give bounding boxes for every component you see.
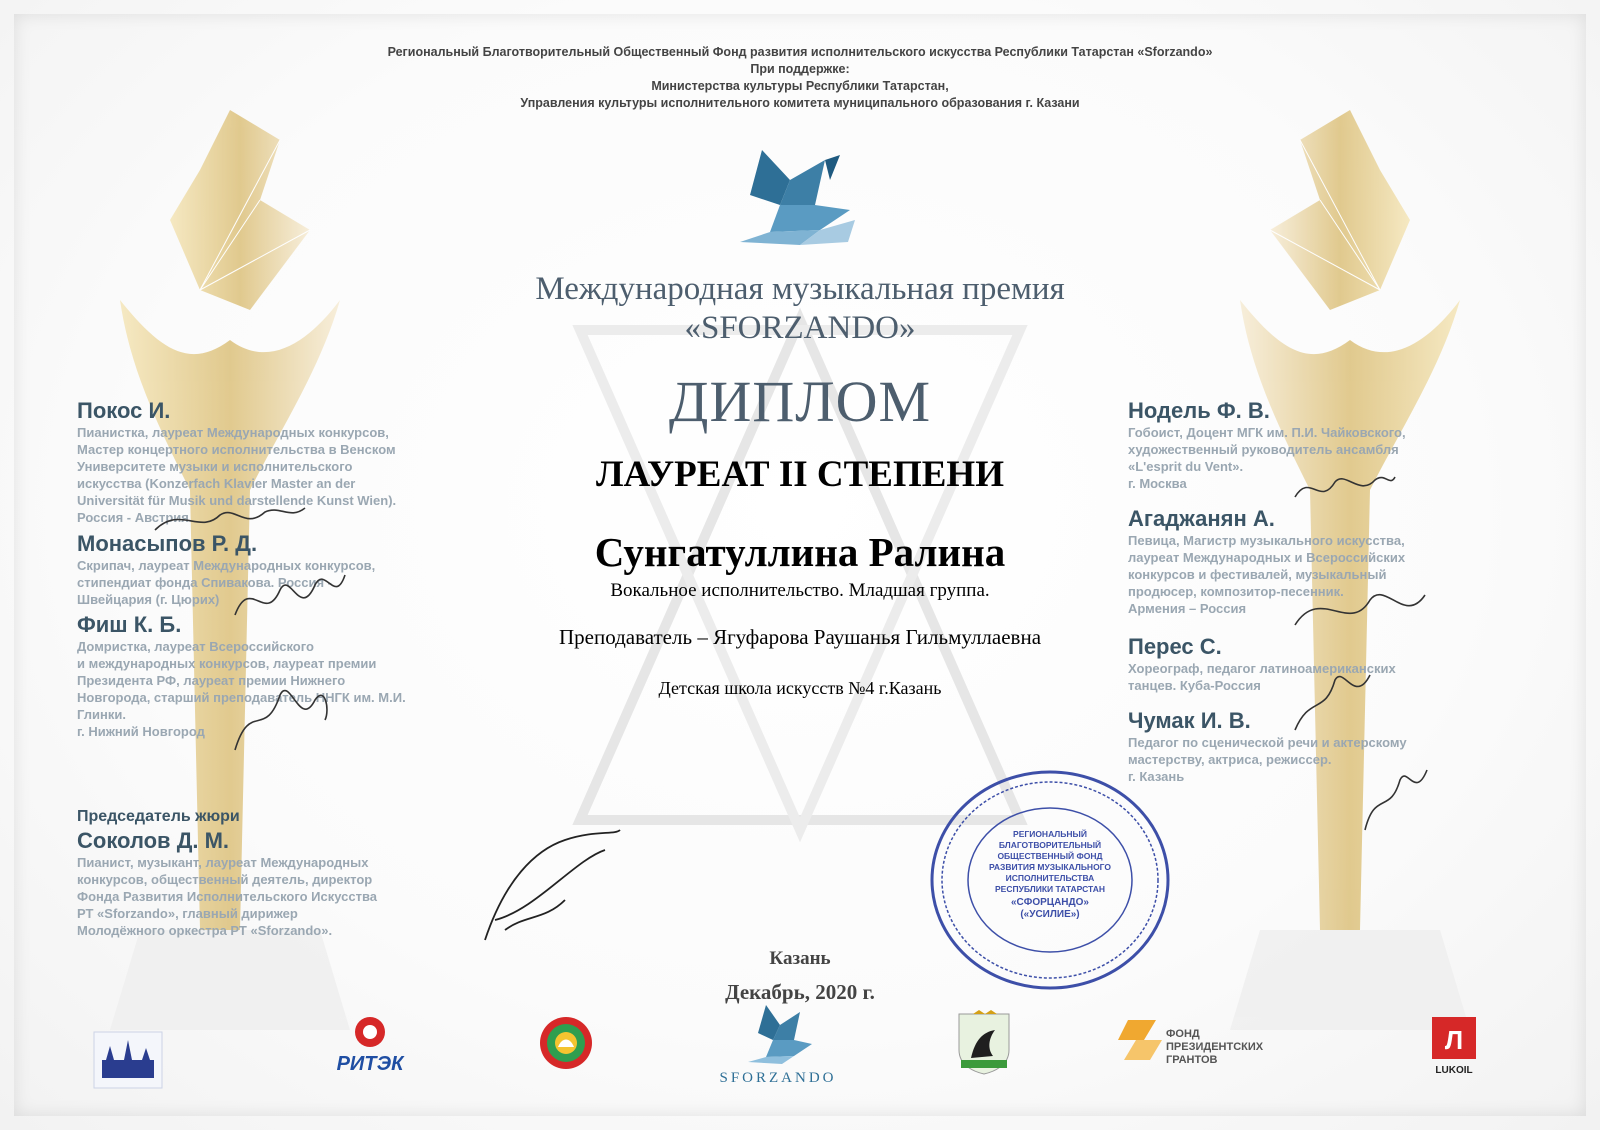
signature-agadzhanyan xyxy=(1290,580,1430,640)
stamp-line: («УСИЛИЕ») xyxy=(1020,909,1080,920)
juror-desc: Гобоист, Доцент МГК им. П.И. Чайковского, художественный руководитель ансамбля «L'esprit du Vent». г. Москва xyxy=(1128,425,1406,491)
signature-nodel xyxy=(1290,462,1400,512)
fund-line1: ФОНД xyxy=(1166,1028,1200,1040)
header-department: Управления культуры исполнительного комитета муниципального образования г. Казани xyxy=(520,96,1080,110)
juror-name: Нодель Ф. В. xyxy=(1128,398,1270,423)
kazan-kremlin-logo xyxy=(92,1030,164,1090)
place-text: Казань xyxy=(769,948,831,969)
presidential-grants-icon xyxy=(1118,1015,1168,1065)
recipient-name: Сунгатуллина Ралина xyxy=(594,529,1006,575)
fund-line2: ПРЕЗИДЕНТСКИХ xyxy=(1166,1041,1264,1053)
stamp-line: ОБЩЕСТВЕННЫЙ ФОНД xyxy=(997,851,1103,861)
ritek-logo xyxy=(330,1010,410,1080)
header-support: При поддержке: xyxy=(750,62,850,76)
teacher-text: Преподаватель – Ягуфарова Раушанья Гильмуллаевна xyxy=(558,625,1042,649)
juror-name: Соколов Д. М. xyxy=(77,828,230,853)
juror-desc: Певица, Магистр музыкального искусства, лауреат Международных и Всероссийских конкурсов и фестивалей, музыкальный продюсер, композитор-песенник. Армения – Россия xyxy=(1128,533,1406,616)
juror-desc: Педагог по сценической речи и актерскому мастерству, актриса, режиссер. г. Казань xyxy=(1128,735,1407,784)
award-level: ЛАУРЕАТ II СТЕПЕНИ xyxy=(595,454,1004,495)
header-ministry: Министерства культуры Республики Татарстан, xyxy=(651,79,949,93)
juror-sokolov xyxy=(77,828,497,939)
award-title-line2: «SFORZANDO» xyxy=(684,310,916,346)
presidential-grants-text xyxy=(1166,1028,1263,1067)
juror-desc: Пианист, музыкант, лауреат Международных конкурсов, общественный деятель, директор Фонда Развития Исполнительского Искусства РТ «Sforzando», главный дирижер Молодёжного оркестра РТ «Sforzando». xyxy=(77,855,378,938)
header-block xyxy=(300,44,1300,112)
stamp-line: «СФОРЦАНДО» xyxy=(1011,897,1089,908)
signature-monasypov xyxy=(230,565,350,635)
stamp-line: РЕГИОНАЛЬНЫЙ xyxy=(1013,829,1087,839)
chair-label: Председатель жюри xyxy=(77,808,240,825)
signature-pokos xyxy=(150,500,310,540)
signature-fish xyxy=(225,680,335,760)
juror-name: Монасыпов Р. Д. xyxy=(77,531,258,556)
juror-name: Чумак И. В. xyxy=(1128,708,1251,733)
foundation-stamp xyxy=(925,765,1175,995)
juror-desc: Хореограф, педагог латиноамериканских танцев. Куба-Россия xyxy=(1128,661,1396,693)
juror-desc: Пианистка, лауреат Международных конкурсов, Мастер концертного исполнительства в Венском Университете музыки и исполнительского искусства (Konzerfach Klavier Master an der Universität für Musik und darstellende Kunst Wien). Россия - Австрия xyxy=(77,425,397,525)
juror-desc: Домристка, лауреат Всероссийского и международных конкурсов, лауреат премии Президента РФ, лауреат премии Нижнего Новгорода, старший преподаватель ННГК им. М.И. Глинки. г. Нижний Новгород xyxy=(77,639,406,739)
juror-desc: Скрипач, лауреат Международных конкурсов, стипендиат фонда Спивакова. Россия - Швейцария (г. Цюрих) xyxy=(77,558,376,607)
sforzando-logo-text: SFORZANDO xyxy=(719,1070,837,1086)
lukoil-logo xyxy=(1428,1015,1480,1077)
signature-sokolov xyxy=(475,820,625,950)
sforzando-bird-logo xyxy=(730,150,870,260)
award-title-line1: Международная музыкальная премия xyxy=(535,271,1065,307)
ritek-text: РИТЭК xyxy=(336,1053,404,1075)
signature-chumak xyxy=(1355,760,1435,840)
category-text: Вокальное исполнительство. Младшая группа. xyxy=(610,580,990,601)
stamp-line: БЛАГОТВОРИТЕЛЬНЫЙ xyxy=(998,840,1102,850)
tatarstan-emblem-logo xyxy=(538,1015,594,1071)
kazan-coat-of-arms-logo xyxy=(955,1010,1013,1076)
juror-name: Покос И. xyxy=(77,398,171,423)
juror-name: Фиш К. Б. xyxy=(77,612,182,637)
stamp-line: ИСПОЛНИТЕЛЬСТВА xyxy=(1005,873,1095,883)
sforzando-small-logo xyxy=(708,1000,848,1090)
date-text: Декабрь, 2020 г. xyxy=(725,980,875,1004)
stamp-line: РАЗВИТИЯ МУЗЫКАЛЬНОГО xyxy=(989,862,1111,872)
fund-line3: ГРАНТОВ xyxy=(1166,1054,1218,1066)
document-type: ДИПЛОМ xyxy=(668,369,932,434)
juror-name: Агаджанян А. xyxy=(1128,506,1275,531)
svg-text:Л: Л xyxy=(1444,1025,1464,1055)
header-foundation: Региональный Благотворительный Общественный Фонд развития исполнительского искусства Республики Татарстан «Sforzando» xyxy=(387,45,1213,59)
stamp-line: РЕСПУБЛИКИ ТАТАРСТАН xyxy=(995,884,1105,894)
school-text: Детская школа искусств №4 г.Казань xyxy=(658,678,942,698)
juror-name: Перес С. xyxy=(1128,634,1222,659)
signature-peres xyxy=(1285,665,1385,740)
lukoil-text: LUKOIL xyxy=(1435,1065,1473,1076)
